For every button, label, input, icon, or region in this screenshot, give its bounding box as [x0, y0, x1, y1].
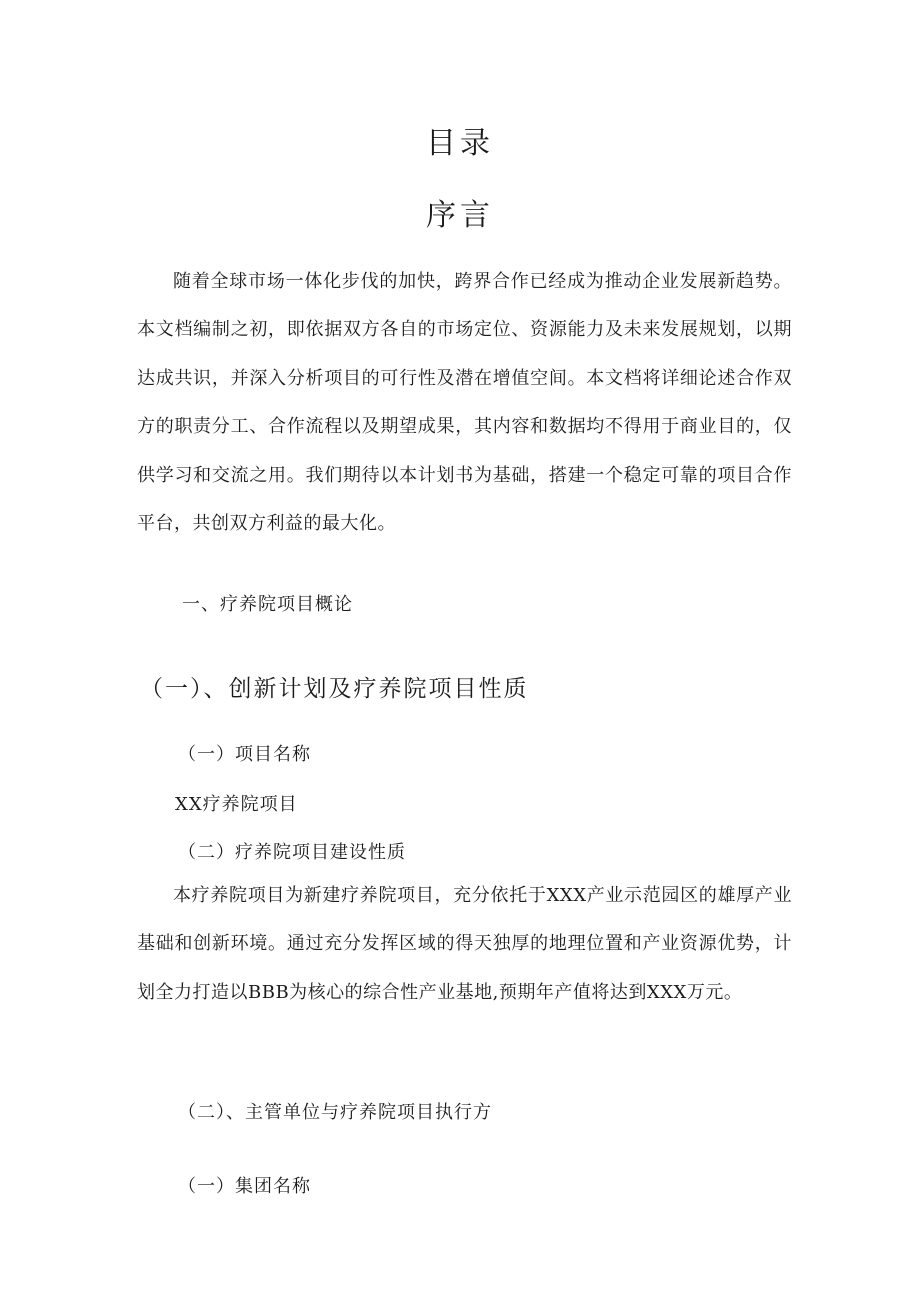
subsection-heading-innovation-plan: （一）、创新计划及疗养院项目性质 — [140, 676, 529, 702]
preface-paragraph: 随着全球市场一体化步伐的加快，跨界合作已经成为推动企业发展新趋势。本文档编制之初，即依据双方各自的市场定位、资源能力及未来发展规划，以期达成共识，并深入分析项目的可行性及潜在增值空间。本文档将详细论述合作双方的职责分工、合作流程以及期望成果，其内容和数据均不得用于商业目的，仅供学习和交流之用。我们期待以本计划书为基础，搭建一个稳定可靠的项目合作平台，共创双方利益的最大化。 — [137, 271, 792, 535]
toc-title: 目录 — [426, 126, 494, 161]
construction-nature-paragraph: 本疗养院项目为新建疗养院项目，充分依托于XXX产业示范园区的雄厚产业基础和创新环境。通过充分发挥区域的得天独厚的地理位置和产业资源优势，计划全力打造以BBB为核心的综合性产业基地,预期年产值将达到XXX万元。 — [137, 885, 792, 1003]
subsection-heading-executing-party: （二）、主管单位与疗养院项目执行方 — [178, 1102, 492, 1123]
project-name-value: XX疗养院项目 — [175, 794, 298, 815]
item-heading-group-name: （一）集团名称 — [178, 1176, 311, 1197]
section-heading-overview: 一、疗养院项目概论 — [182, 594, 353, 615]
item-heading-project-name: （一）项目名称 — [178, 744, 311, 765]
preface-title: 序言 — [426, 198, 494, 233]
item-heading-construction-nature: （二）疗养院项目建设性质 — [178, 842, 406, 863]
